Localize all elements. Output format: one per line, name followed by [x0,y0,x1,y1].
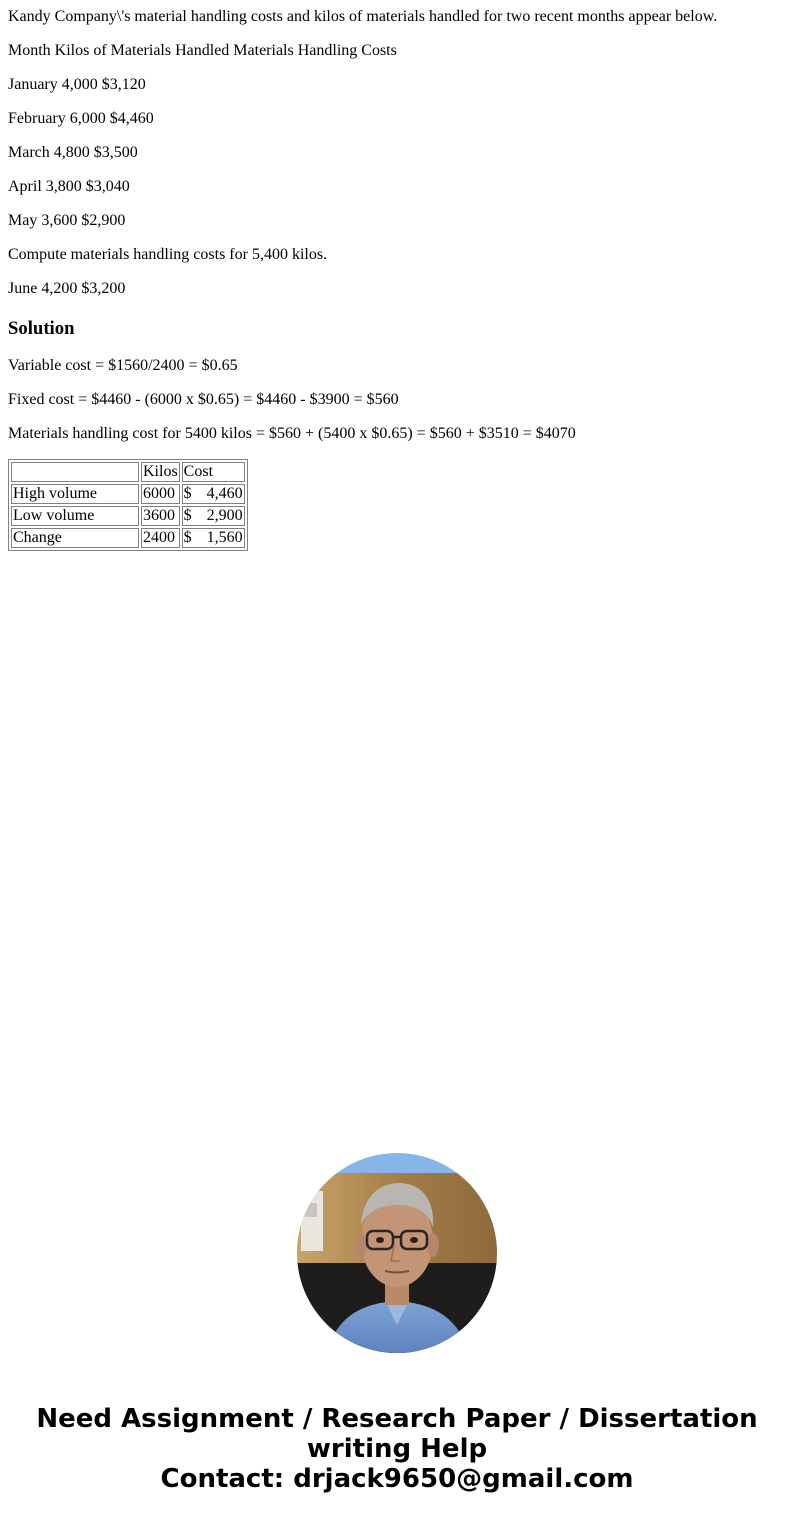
table-row [11,528,245,548]
banner-line-2: writing Help [306,1434,488,1464]
row-cost [182,484,245,504]
month-line-june: June 4,200 $3,200 [8,280,126,297]
data-header-line: Month Kilos of Materials Handled Materials Handling Costs [8,42,397,59]
row-label: Change [11,528,139,548]
header-cell-kilos: Kilos [143,463,178,480]
row-kilos: 3600 [141,506,180,526]
row-label: High volume [11,484,139,504]
month-line-january: January 4,000 $3,120 [8,76,146,93]
table-header-row [11,462,245,482]
month-line-may: May 3,600 $2,900 [8,212,126,229]
cost-value: 2,900 [206,507,243,524]
cost-value: 4,460 [206,485,243,502]
row-kilos: 2400 [141,528,180,548]
month-line-april: April 3,800 $3,040 [8,178,130,195]
high-low-table [8,459,248,551]
banner-line-1: Need Assignment / Research Paper / Dissertation [36,1404,758,1434]
row-cost [182,506,245,526]
promo-banner [0,1404,794,1494]
author-portrait-image [297,1153,497,1353]
banner-contact-line: Contact: drjack9650@gmail.com [160,1464,634,1494]
currency-symbol: $ [183,507,192,524]
header-cell-cost: Cost [182,462,245,482]
author-avatar [297,1153,497,1353]
table-row [11,484,245,504]
question-line: Compute materials handling costs for 5,400 kilos. [8,246,328,263]
variable-cost-line: Variable cost = $1560/2400 = $0.65 [8,357,238,374]
row-kilos: 6000 [141,484,180,504]
month-line-february: February 6,000 $4,460 [8,110,154,127]
intro-paragraph: Kandy Company\'s material handling costs and kilos of materials handled for two recent months appear below. [8,8,718,25]
table-row [11,506,245,526]
total-cost-line: Materials handling cost for 5400 kilos = $560 + (5400 x $0.65) = $560 + $3510 = $4070 [8,425,576,442]
cost-value: 1,560 [206,529,243,546]
header-cell-blank [11,462,139,482]
currency-symbol: $ [183,529,192,546]
solution-heading: Solution [8,318,75,339]
month-line-march: March 4,800 $3,500 [8,144,138,161]
fixed-cost-line: Fixed cost = $4460 - (6000 x $0.65) = $4460 - $3900 = $560 [8,391,399,408]
currency-symbol: $ [183,485,192,502]
row-label: Low volume [11,506,139,526]
row-cost [182,528,245,548]
